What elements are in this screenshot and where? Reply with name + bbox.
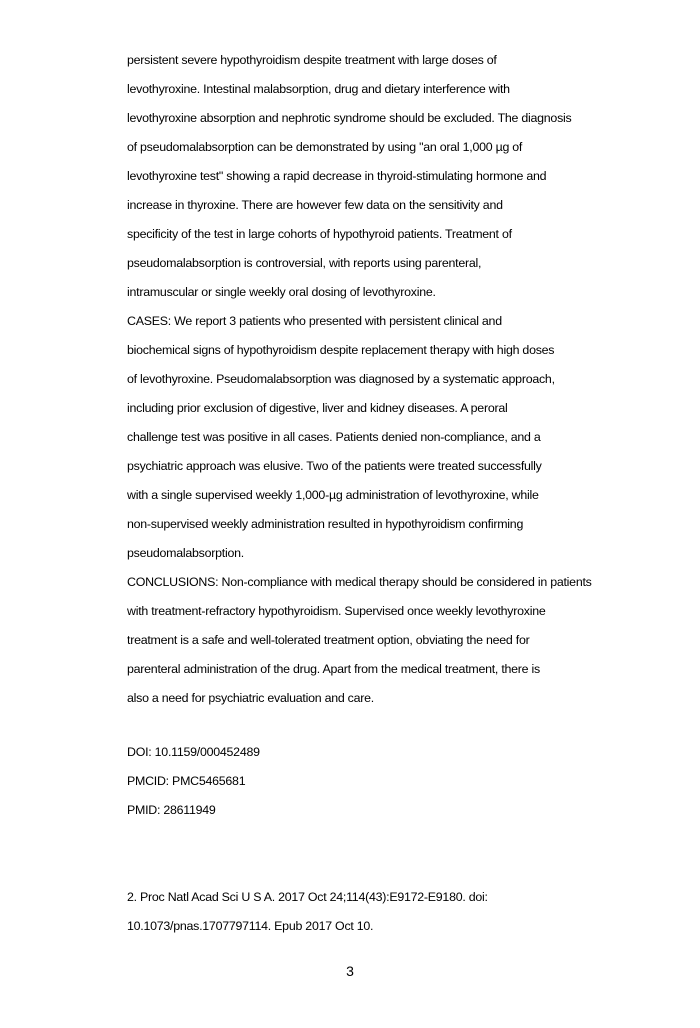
abstract-line: CASES: We report 3 patients who presented with persistent clinical and <box>127 314 502 328</box>
abstract-line: of levothyroxine. Pseudomalabsorption was diagnosed by a systematic approach, <box>127 372 555 386</box>
abstract-line: intramuscular or single weekly oral dosing of levothyroxine. <box>127 285 436 299</box>
abstract-line: treatment is a safe and well-tolerated treatment option, obviating the need for <box>127 633 530 647</box>
abstract-line: pseudomalabsorption is controversial, with reports using parenteral, <box>127 256 482 270</box>
abstract-line: biochemical signs of hypothyroidism despite replacement therapy with high doses <box>127 343 555 357</box>
abstract-line: psychiatric approach was elusive. Two of the patients were treated successfully <box>127 459 542 473</box>
abstract-line: challenge test was positive in all cases. Patients denied non-compliance, and a <box>127 430 541 444</box>
abstract-line: specificity of the test in large cohorts of hypothyroid patients. Treatment of <box>127 227 512 241</box>
abstract-line: CONCLUSIONS: Non-compliance with medical therapy should be considered in patients <box>127 575 592 589</box>
abstract-line: including prior exclusion of digestive, liver and kidney diseases. A peroral <box>127 401 508 415</box>
page-number: 3 <box>346 963 354 979</box>
pmcid-line: PMCID: PMC5465681 <box>127 774 246 788</box>
abstract-line: non-supervised weekly administration resulted in hypothyroidism confirming <box>127 517 524 531</box>
abstract-line: levothyroxine. Intestinal malabsorption, drug and dietary interference with <box>127 82 510 96</box>
abstract-line: parenteral administration of the drug. Apart from the medical treatment, there is <box>127 662 540 676</box>
abstract-line: persistent severe hypothyroidism despite treatment with large doses of <box>127 53 497 67</box>
abstract-line: of pseudomalabsorption can be demonstrated by using "an oral 1,000 µg of <box>127 140 523 154</box>
doi-line: DOI: 10.1159/000452489 <box>127 745 260 759</box>
citation-line: 2. Proc Natl Acad Sci U S A. 2017 Oct 24;114(43):E9172-E9180. doi: <box>127 890 488 904</box>
pmid-line: PMID: 28611949 <box>127 803 216 817</box>
abstract-line: also a need for psychiatric evaluation and care. <box>127 691 374 705</box>
abstract-line: with a single supervised weekly 1,000-µg administration of levothyroxine, while <box>127 488 539 502</box>
abstract-line: levothyroxine absorption and nephrotic syndrome should be excluded. The diagnosis <box>127 111 572 125</box>
abstract-line: increase in thyroxine. There are however few data on the sensitivity and <box>127 198 503 212</box>
abstract-line: pseudomalabsorption. <box>127 546 244 560</box>
citation-line: 10.1073/pnas.1707797114. Epub 2017 Oct 10. <box>127 919 374 933</box>
abstract-line: levothyroxine test" showing a rapid decrease in thyroid-stimulating hormone and <box>127 169 547 183</box>
abstract-line: with treatment-refractory hypothyroidism. Supervised once weekly levothyroxine <box>127 604 546 618</box>
